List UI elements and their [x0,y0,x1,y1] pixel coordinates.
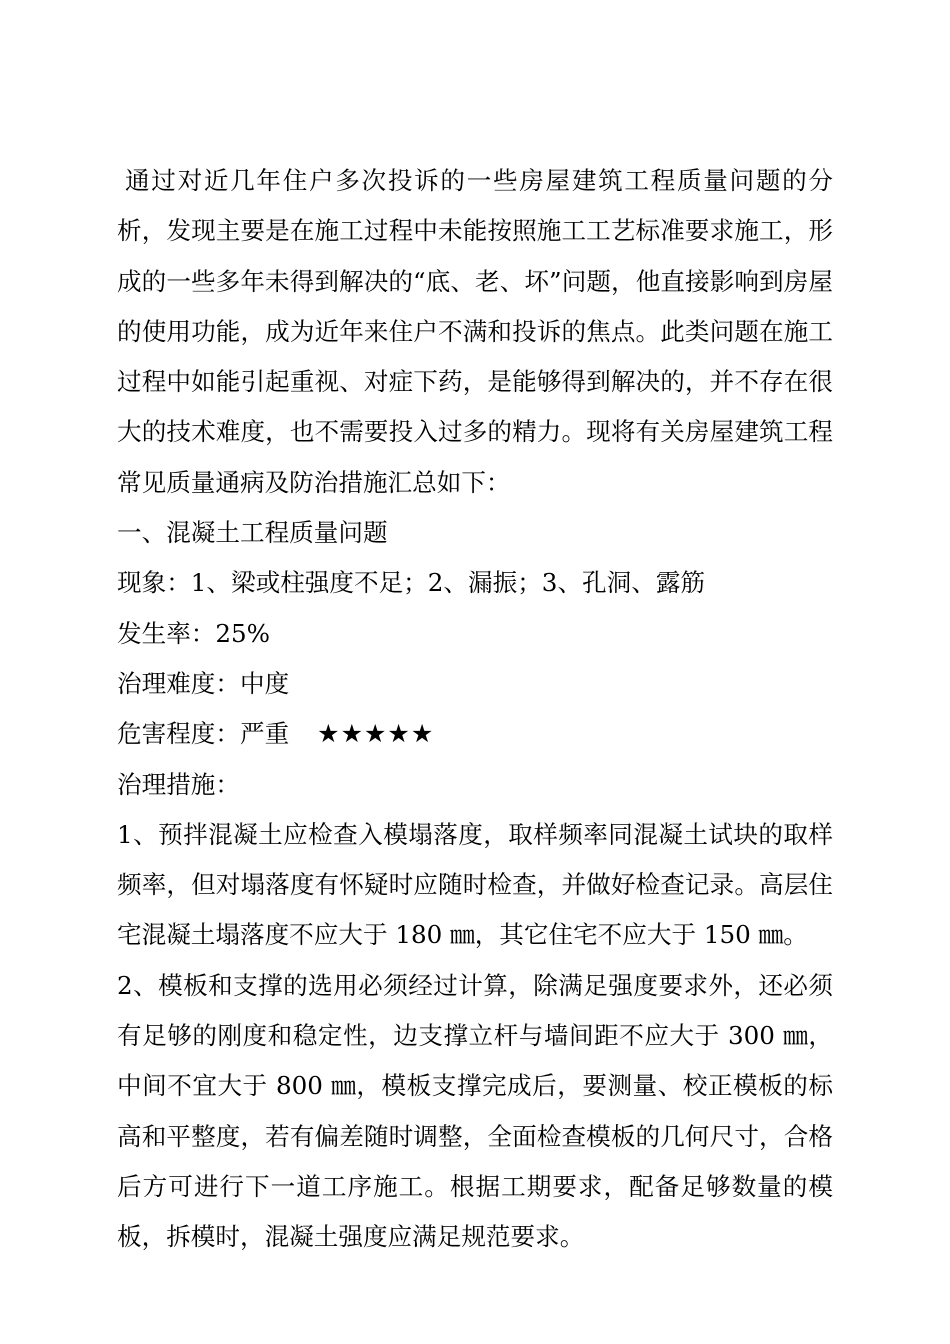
difficulty-line: 治理难度：中度 [117,668,290,698]
measures-title: 治理措施： [117,769,240,799]
intro-paragraph: 通过对近几年住户多次投诉的一些房屋建筑工程质量问题的分析，发现主要是在施工过程中未能按照施工工艺标准要求施工，形成的一些多年未得到解决的“底、老、坏”问题，他直接影响到房屋的使用功能，成为近年来住户不满和投诉的焦点。此类问题在施工过程中如能引起重视、对症下药，是能够得到解决的，并不存在很大的技术难度，也不需要投入过多的精力。现将有关房屋建筑工程常见质量通病及防治措施汇总如下： [117,166,833,497]
hazard-line [117,709,833,759]
section-title: 一、混凝土工程质量问题 [117,518,388,548]
hazard-label: 危害程度：严重 [117,719,290,749]
occurrence-rate-line: 发生率：25% [117,618,271,648]
measure-1-paragraph: 1、预拌混凝土应检查入模塌落度，取样频率同混凝土试块的取样频率，但对塌落度有怀疑时应随时检查，并做好检查记录。高层住宅混凝土塌落度不应大于 180 ㎜，其它住宅不应大于 150 ㎜。 [117,819,833,950]
document-body [117,156,833,1263]
measure-2-paragraph: 2、模板和支撑的选用必须经过计算，除满足强度要求外，还必须有足够的刚度和稳定性，边支撑立杆与墙间距不应大于 300 ㎜，中间不宜大于 800 ㎜，模板支撑完成后，要测量、校正模板的标高和平整度，若有偏差随时调整，全面检查模板的几何尺寸，合格后方可进行下一道工序施工。根据工期要求，配备足够数量的模板，拆模时，混凝土强度应满足规范要求。 [117,970,833,1252]
hazard-stars-rating: ★★★★★ [317,719,435,749]
phenomenon-line: 现象：1、梁或柱强度不足；2、漏振；3、孔洞、露筋 [117,568,706,598]
